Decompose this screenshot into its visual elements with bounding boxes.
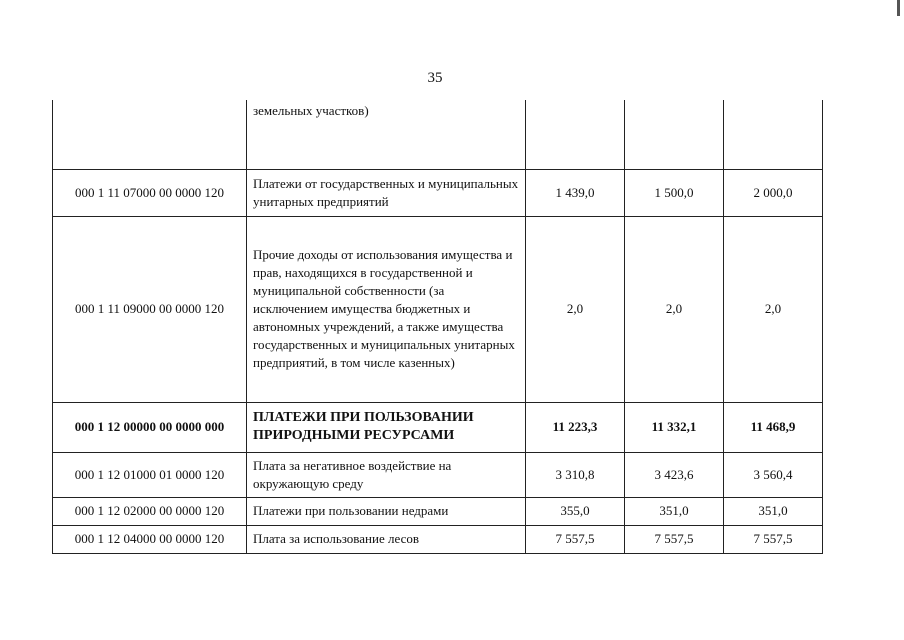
- budget-code: 000 1 11 07000 00 0000 120: [53, 169, 247, 216]
- income-name: ПЛАТЕЖИ ПРИ ПОЛЬЗОВАНИИ ПРИРОДНЫМИ РЕСУРСАМИ: [247, 402, 526, 452]
- value-cell: 11 332,1: [625, 402, 724, 452]
- value-cell: 11 223,3: [526, 402, 625, 452]
- table-row: [53, 452, 823, 497]
- value-cell: [724, 100, 823, 169]
- income-name: Платежи от государственных и муниципальных унитарных предприятий: [247, 169, 526, 216]
- budget-code: 000 1 12 00000 00 0000 000: [53, 402, 247, 452]
- table-row: [53, 525, 823, 553]
- value-cell: 3 310,8: [526, 452, 625, 497]
- value-cell: 351,0: [724, 497, 823, 525]
- value-cell: 2,0: [724, 216, 823, 402]
- value-cell: 7 557,5: [724, 525, 823, 553]
- value-cell: 7 557,5: [625, 525, 724, 553]
- value-cell: 2,0: [625, 216, 724, 402]
- page-number: 35: [427, 70, 443, 86]
- table-row: [53, 169, 823, 216]
- table-row: [53, 100, 823, 169]
- budget-code: 000 1 12 02000 00 0000 120: [53, 497, 247, 525]
- scan-edge-mark: [897, 0, 900, 16]
- table-row: [53, 216, 823, 402]
- value-cell: 2 000,0: [724, 169, 823, 216]
- income-name: Плата за использование лесов: [247, 525, 526, 553]
- income-name: Прочие доходы от использования имущества и прав, находящихся в государственной и муниципальной собственности (за исключением имущества бюджетных и автономных учреждений, а также имущества государственных и муниципальных унитарных предприятий, в том числе казенных): [247, 216, 526, 402]
- income-name: Плата за негативное воздействие на окружающую среду: [247, 452, 526, 497]
- value-cell: 2,0: [526, 216, 625, 402]
- income-name: Платежи при пользовании недрами: [247, 497, 526, 525]
- value-cell: [625, 100, 724, 169]
- table-row-section: [53, 402, 823, 452]
- value-cell: 7 557,5: [526, 525, 625, 553]
- budget-code: 000 1 11 09000 00 0000 120: [53, 216, 247, 402]
- income-name: земельных участков): [247, 100, 526, 169]
- value-cell: 3 560,4: [724, 452, 823, 497]
- value-cell: [526, 100, 625, 169]
- value-cell: 3 423,6: [625, 452, 724, 497]
- budget-table: [52, 100, 823, 554]
- value-cell: 1 500,0: [625, 169, 724, 216]
- value-cell: 355,0: [526, 497, 625, 525]
- budget-code: 000 1 12 01000 01 0000 120: [53, 452, 247, 497]
- table-row: [53, 497, 823, 525]
- value-cell: 1 439,0: [526, 169, 625, 216]
- budget-code: 000 1 12 04000 00 0000 120: [53, 525, 247, 553]
- value-cell: 11 468,9: [724, 402, 823, 452]
- budget-code: [53, 100, 247, 169]
- value-cell: 351,0: [625, 497, 724, 525]
